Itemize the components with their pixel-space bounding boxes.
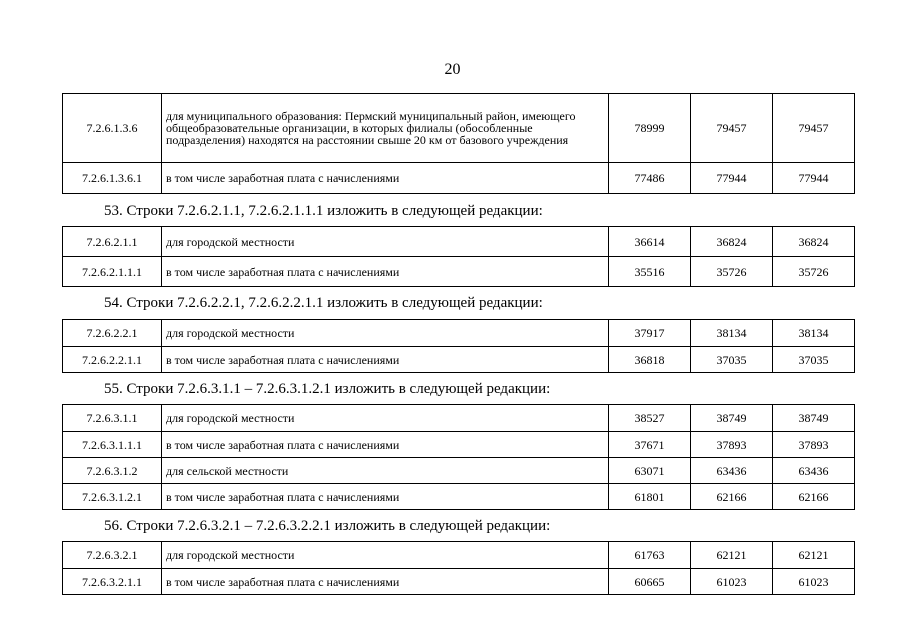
table-row	[63, 257, 855, 287]
table-row	[63, 320, 855, 347]
value-cell: 37035	[773, 347, 855, 373]
row-code: 7.2.6.3.2.1	[63, 542, 162, 569]
value-cell: 35726	[773, 257, 855, 287]
value-cell: 36614	[609, 227, 691, 257]
row-description: для муниципального образования: Пермский муниципальный район, имеющего общеобразовательные организации, в которых филиалы (обособленные подразделения) находятся на расстоянии свыше 20 км от базового учреждения	[162, 94, 609, 163]
value-cell: 63071	[609, 458, 691, 484]
value-cell: 38134	[773, 320, 855, 347]
table-row	[63, 458, 855, 484]
value-cell: 77944	[773, 163, 855, 194]
value-cell: 63436	[691, 458, 773, 484]
value-cell: 37671	[609, 432, 691, 458]
table-row	[63, 94, 855, 163]
row-code: 7.2.6.2.2.1	[63, 320, 162, 347]
table-block-56	[62, 541, 855, 595]
value-cell: 35516	[609, 257, 691, 287]
row-code: 7.2.6.3.1.1.1	[63, 432, 162, 458]
row-description: для городской местности	[162, 227, 609, 257]
value-cell: 36824	[691, 227, 773, 257]
value-cell: 78999	[609, 94, 691, 163]
row-description: в том числе заработная плата с начислениями	[162, 163, 609, 194]
value-cell: 61801	[609, 484, 691, 510]
value-cell: 37893	[691, 432, 773, 458]
section-heading-55: 55. Строки 7.2.6.3.1.1 – 7.2.6.3.1.2.1 изложить в следующей редакции:	[104, 381, 551, 397]
page-number: 20	[444, 61, 461, 78]
value-cell: 61023	[773, 569, 855, 595]
row-code: 7.2.6.2.1.1.1	[63, 257, 162, 287]
row-description: для городской местности	[162, 320, 609, 347]
section-heading-54: 54. Строки 7.2.6.2.2.1, 7.2.6.2.2.1.1 изложить в следующей редакции:	[104, 295, 543, 311]
value-cell: 37917	[609, 320, 691, 347]
row-code: 7.2.6.3.1.1	[63, 405, 162, 432]
value-cell: 77944	[691, 163, 773, 194]
value-cell: 36818	[609, 347, 691, 373]
table-row	[63, 347, 855, 373]
table-row	[63, 405, 855, 432]
row-code: 7.2.6.2.2.1.1	[63, 347, 162, 373]
value-cell: 62121	[691, 542, 773, 569]
value-cell: 77486	[609, 163, 691, 194]
row-description: в том числе заработная плата с начислениями	[162, 347, 609, 373]
value-cell: 37035	[691, 347, 773, 373]
value-cell: 38749	[691, 405, 773, 432]
table-row	[63, 484, 855, 510]
table-row	[63, 432, 855, 458]
row-code: 7.2.6.3.2.1.1	[63, 569, 162, 595]
row-description: для городской местности	[162, 405, 609, 432]
table-row	[63, 569, 855, 595]
value-cell: 37893	[773, 432, 855, 458]
value-cell: 38134	[691, 320, 773, 347]
table-block-53	[62, 226, 855, 287]
row-code: 7.2.6.1.3.6	[63, 94, 162, 163]
table-row	[63, 227, 855, 257]
value-cell: 62166	[691, 484, 773, 510]
value-cell: 63436	[773, 458, 855, 484]
table-row	[63, 542, 855, 569]
table-row	[63, 163, 855, 194]
value-cell: 79457	[691, 94, 773, 163]
row-description: для сельской местности	[162, 458, 609, 484]
value-cell: 35726	[691, 257, 773, 287]
row-code: 7.2.6.2.1.1	[63, 227, 162, 257]
value-cell: 62166	[773, 484, 855, 510]
value-cell: 79457	[773, 94, 855, 163]
value-cell: 38527	[609, 405, 691, 432]
value-cell: 62121	[773, 542, 855, 569]
row-description: в том числе заработная плата с начислениями	[162, 432, 609, 458]
value-cell: 61023	[691, 569, 773, 595]
row-description: в том числе заработная плата с начислениями	[162, 257, 609, 287]
value-cell: 38749	[773, 405, 855, 432]
value-cell: 36824	[773, 227, 855, 257]
value-cell: 61763	[609, 542, 691, 569]
row-description: в том числе заработная плата с начислениями	[162, 484, 609, 510]
table-block-54	[62, 319, 855, 373]
row-code: 7.2.6.3.1.2.1	[63, 484, 162, 510]
value-cell: 60665	[609, 569, 691, 595]
table-block-55	[62, 404, 855, 510]
row-code: 7.2.6.1.3.6.1	[63, 163, 162, 194]
row-description: в том числе заработная плата с начислениями	[162, 569, 609, 595]
section-heading-56: 56. Строки 7.2.6.3.2.1 – 7.2.6.3.2.2.1 изложить в следующей редакции:	[104, 518, 551, 534]
section-heading-53: 53. Строки 7.2.6.2.1.1, 7.2.6.2.1.1.1 изложить в следующей редакции:	[104, 203, 543, 219]
row-code: 7.2.6.3.1.2	[63, 458, 162, 484]
table-block-continuation	[62, 93, 855, 194]
row-description: для городской местности	[162, 542, 609, 569]
